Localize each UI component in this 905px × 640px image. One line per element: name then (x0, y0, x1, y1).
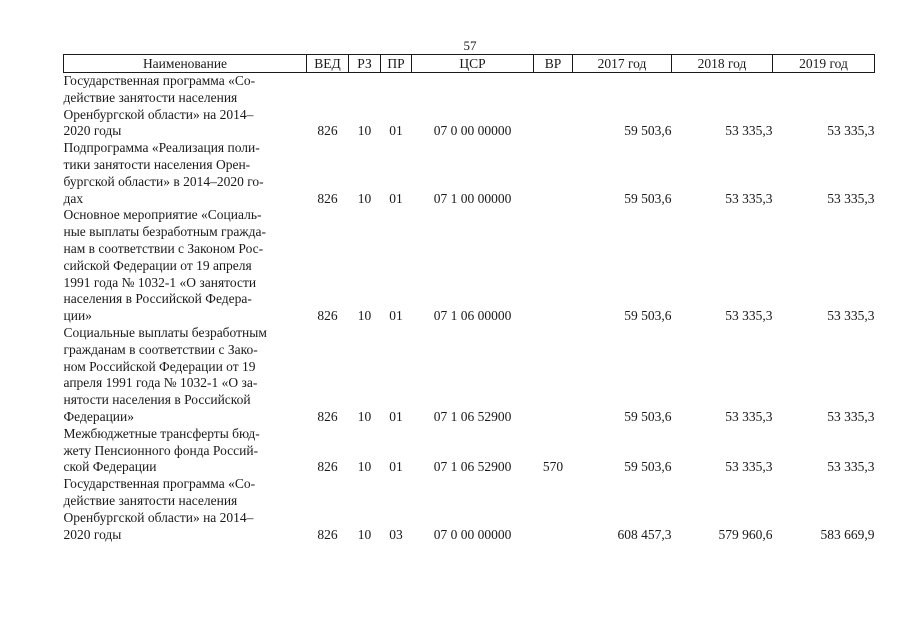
row-ved: 826 (317, 526, 338, 542)
row-ved: 826 (317, 308, 338, 324)
row-pr: 01 (389, 190, 403, 206)
table-row (64, 426, 875, 476)
row-pr: 01 (389, 123, 403, 139)
header-2017: 2017 год (573, 55, 672, 73)
header-vr: ВР (534, 55, 573, 73)
budget-table (63, 54, 875, 543)
row-rz: 10 (357, 408, 372, 424)
row-2018: 53 335,3 (725, 190, 773, 206)
row-2018: 53 335,3 (725, 123, 773, 139)
row-csr: 07 1 06 52900 (433, 408, 512, 424)
row-vr (534, 476, 573, 543)
row-rz: 10 (357, 526, 372, 542)
row-vr (534, 325, 573, 426)
table-row (64, 73, 875, 141)
row-vr (534, 73, 573, 141)
header-rz: РЗ (349, 55, 381, 73)
header-pr: ПР (381, 55, 412, 73)
row-vr (534, 140, 573, 207)
row-2019: 583 669,9 (820, 526, 875, 542)
row-vr: 570 (542, 459, 564, 475)
row-csr: 07 0 00 00000 (433, 526, 512, 542)
row-2019: 53 335,3 (827, 459, 875, 475)
table-row (64, 140, 875, 207)
row-2018: 579 960,6 (718, 526, 773, 542)
table-row (64, 325, 875, 426)
row-ved: 826 (317, 190, 338, 206)
row-2018: 53 335,3 (725, 308, 773, 324)
row-rz: 10 (357, 190, 372, 206)
row-ved: 826 (317, 123, 338, 139)
row-csr: 07 1 06 52900 (433, 459, 512, 475)
row-name: Основное мероприятие «Социаль- ные выплаты безработным гражда- нам в соответствии с Законом Рос- сийской Федерации от 19 апреля 1991 года № 1032-1 «О занятости населения в Российской Федера- ции» (63, 207, 266, 324)
row-pr: 01 (389, 308, 403, 324)
row-vr (534, 207, 573, 325)
row-2017: 59 503,6 (624, 308, 672, 324)
row-pr: 01 (389, 459, 403, 475)
row-name: Государственная программа «Со- действие занятости населения Оренбургской области» на 2014– 2020 годы (63, 73, 256, 139)
table-row (64, 207, 875, 325)
row-pr: 01 (389, 408, 403, 424)
page-number: 57 (463, 38, 477, 53)
header-csr: ЦСР (412, 55, 534, 73)
row-2019: 53 335,3 (827, 190, 875, 206)
row-pr: 03 (389, 526, 403, 542)
row-2017: 59 503,6 (624, 459, 672, 475)
row-2018: 53 335,3 (725, 408, 773, 424)
row-2017: 59 503,6 (624, 123, 672, 139)
row-csr: 07 0 00 00000 (433, 123, 512, 139)
row-2017: 608 457,3 (617, 526, 672, 542)
header-2019: 2019 год (773, 55, 875, 73)
row-ved: 826 (317, 459, 338, 475)
row-2018: 53 335,3 (725, 459, 773, 475)
row-2019: 53 335,3 (827, 408, 875, 424)
header-ved: ВЕД (307, 55, 349, 73)
row-rz: 10 (357, 308, 372, 324)
header-name: Наименование (64, 55, 307, 73)
row-csr: 07 1 00 00000 (433, 190, 512, 206)
row-rz: 10 (357, 459, 372, 475)
table-header-row (64, 55, 875, 73)
table-row (64, 476, 875, 543)
row-rz: 10 (357, 123, 372, 139)
row-2017: 59 503,6 (624, 190, 672, 206)
row-name: Подпрограмма «Реализация поли- тики занятости населения Орен- бургской области» в 2014–2020 го- дах (63, 140, 264, 206)
row-2019: 53 335,3 (827, 123, 875, 139)
row-name: Государственная программа «Со- действие занятости населения Оренбургской области» на 2014– 2020 годы (63, 476, 256, 542)
row-name: Социальные выплаты безработным гражданам в соответствии с Зако- ном Российской Федерации от 19 апреля 1991 года № 1032-1 «О за- нятости населения в Российской Федерации» (63, 324, 267, 424)
row-csr: 07 1 06 00000 (433, 308, 512, 324)
row-name: Межбюджетные трансферты бюд- жету Пенсионного фонда Россий- ской Федерации (63, 425, 260, 475)
row-2017: 59 503,6 (624, 408, 672, 424)
row-2019: 53 335,3 (827, 308, 875, 324)
row-ved: 826 (317, 408, 338, 424)
header-2018: 2018 год (672, 55, 773, 73)
